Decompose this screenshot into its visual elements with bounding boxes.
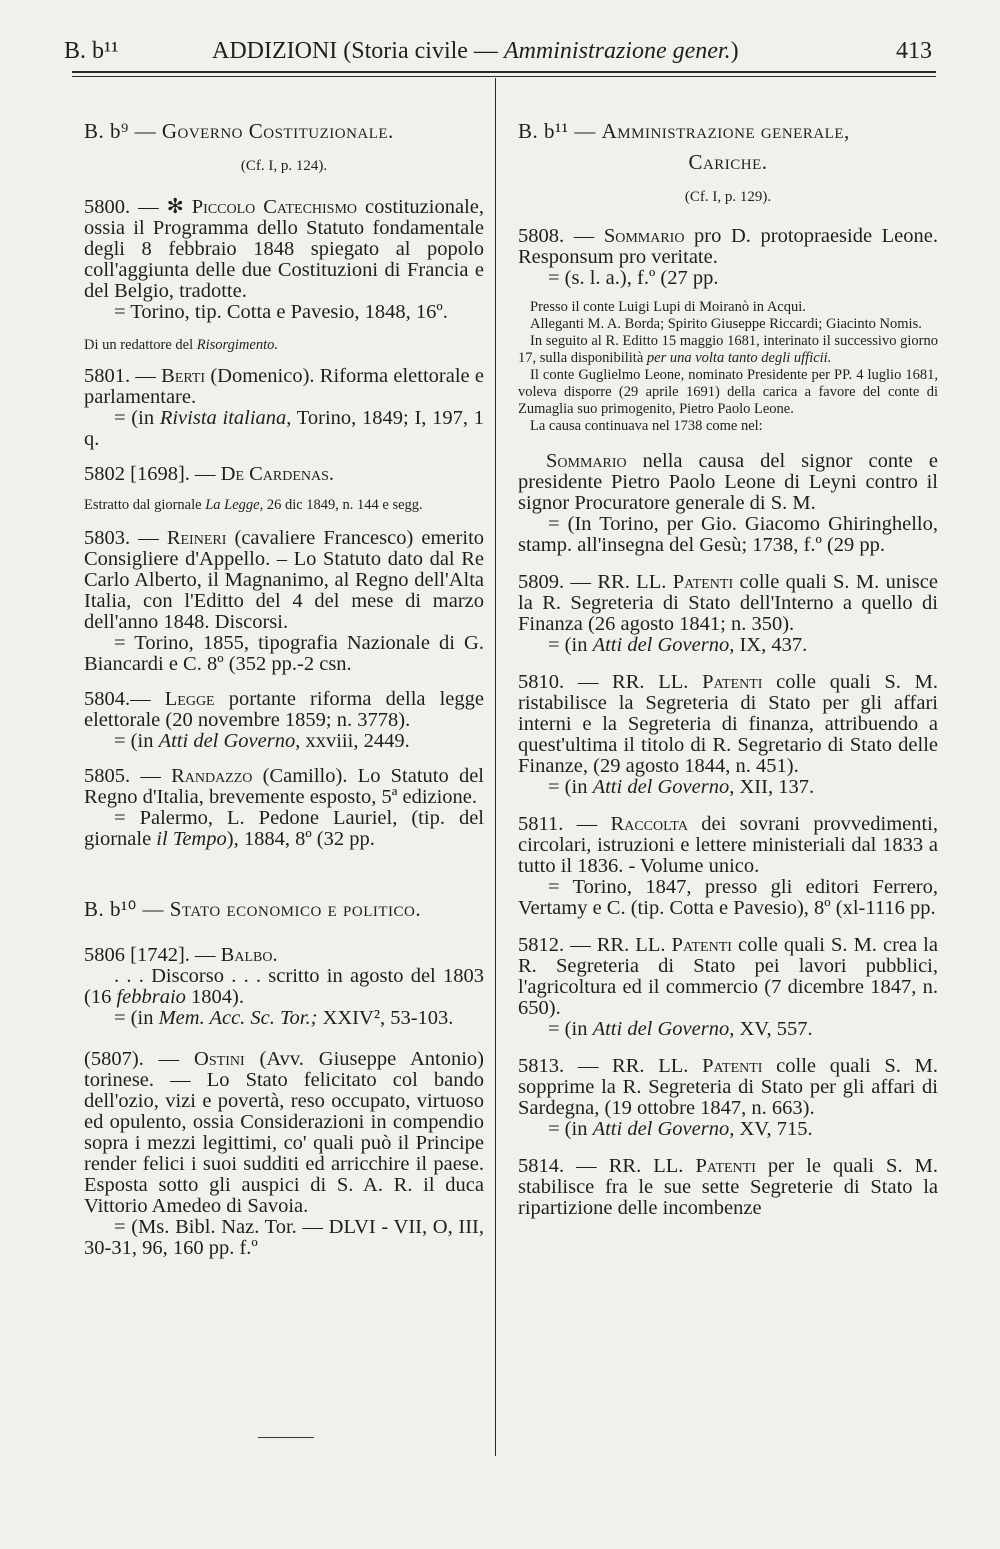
cross-reference: (Cf. I, p. 124).: [240, 158, 328, 174]
section-heading-line2: Cariche.: [688, 150, 768, 174]
entry-note: Estratto dal giornale La Legge, 26 dic 1849, n. 144 e segg.: [84, 497, 423, 513]
section-heading: B. b¹⁰ — Stato economico e politico.: [84, 897, 422, 921]
entry-5813: 5813. — RR. LL. Patenti colle quali S. M. sopprime la R. Segreteria di Stato per gli affari di Sardegna, (19 ottobre 1847, n. 663).: [518, 1055, 938, 1119]
entry-5808-sommario: = (In Torino, per Gio. Giacomo Ghiringhello, stamp. all'insegna del Gesù; 1738, f.º (29 pp.: [518, 513, 938, 556]
summary-body: nella causa del signor conte e presidente Pietro Paolo Leone di Leyni contro il signor Procuratore generale di S. M.: [518, 450, 938, 514]
imprint: = (in Mem. Acc. Sc. Tor.; XXIV², 53-103.: [114, 1007, 454, 1029]
entry-5808-summary: [518, 451, 938, 514]
entry-5811: 5811. — Raccolta dei sovrani provvedimenti, circolari, istruzioni e lettere ministeriali dal 1833 a tutto il 1836. - Volume unico.: [518, 813, 939, 877]
entry-5807: (5807). — Ostini (Avv. Giuseppe Antonio) torinese. — Lo Stato felicitato col bando dell'ozio, vizi e povertà, reso occupato, virtuoso ed opulento, ossia Considerazioni in compendio sopra i mezzi legittimi, co' quali può il Principe render felici i suoi sudditi ed arricchire il paese. Esposta sotto gli auspici di S. A. R. il duca Vittorio Amedeo di Savoia.: [84, 1048, 484, 1217]
entry-5808: 5808. — Sommario pro D. protopraeside Leone. Responsum pro veritate.: [518, 225, 938, 268]
header-title: ADDIZIONI (Storia civile — Amministrazione gener.): [212, 38, 739, 64]
entry-5809: 5809. — RR. LL. Patenti colle quali S. M. unisce la R. Segreteria di Stato dell'Interno a quello di Finanza (26 agosto 1841; n. 350).: [518, 571, 938, 635]
imprint: = (in Atti del Governo, XV, 557.: [548, 1018, 813, 1040]
imprint: = (in Atti del Governo, XII, 137.: [548, 776, 815, 798]
entry-5810: 5810. — RR. LL. Patenti colle quali S. M. ristabilisce la Segreteria di Stato per gli affari interni e la Segreteria di finanza, attribuendo a quest'ultima il titolo di R. Segretario di Stato delle Finanze, (29 agosto 1844, n. 451).: [518, 671, 938, 777]
entry-note: Presso il conte Luigi Lupi di Moiranò in Acqui.: [530, 299, 806, 315]
entry-5806-text: . . . Discorso . . . scritto in agosto del 1803 (16 febbraio 1804).: [84, 965, 484, 1008]
entry-5802: 5802 [1698]. — De Cardenas.: [84, 463, 335, 485]
imprint: = Torino, tip. Cotta e Pavesio, 1848, 16º.: [114, 301, 448, 323]
entry-note: In seguito al R. Editto 15 maggio 1681, interinato il successivo giorno 17, sulla disponibilità per una volta tanto degli ufficii.: [518, 333, 938, 366]
entry-5801: 5801. — Berti (Domenico). Riforma elettorale e parlamentare.: [84, 365, 484, 408]
imprint: = (in Atti del Governo, XV, 715.: [548, 1118, 813, 1140]
entry-5800: 5800. — ✻ Piccolo Catechismo costituzionale, ossia il Programma dello Statuto fondamentale degli 8 febbraio 1848 spiegato al popolo coll'aggiunta delle due Costituzioni di Francia e del Belgio, tradotte.: [84, 196, 484, 302]
entry-5804: 5804.— Legge portante riforma della legge elettorale (20 novembre 1859; n. 3778).: [84, 688, 485, 731]
cross-reference: (Cf. I, p. 129).: [684, 189, 772, 205]
running-header: [64, 30, 936, 70]
entry-note: Il conte Guglielmo Leone, nominato Presidente per PP. 4 luglio 1681, voleva disporre (29 aprile 1691) della carica a favore del conte di Zumaglia suo primogenito, Pietro Paolo Leone.: [518, 367, 938, 417]
end-rule: [258, 1437, 314, 1438]
header-rule-thin: [72, 76, 936, 77]
entry-5805: 5805. — Randazzo (Camillo). Lo Statuto del Regno d'Italia, brevemente esposto, 5ª edizione.: [84, 765, 484, 808]
section-heading: B. b⁹ — Governo Costituzionale.: [84, 119, 394, 143]
imprint: = (Ms. Bibl. Naz. Tor. — DLVI - VII, O, III, 30-31, 96, 160 pp. f.º: [84, 1216, 484, 1259]
imprint: = Torino, 1855, tipografia Nazionale di G. Biancardi e C. 8º (352 pp.-2 csn.: [84, 632, 484, 675]
header-rule: [72, 71, 936, 73]
section-heading: B. b¹¹ — Amministrazione generale,: [518, 119, 850, 143]
summary-head: Sommario: [546, 450, 627, 472]
entry-5806: 5806 [1742]. — Balbo.: [84, 944, 278, 966]
imprint: = (in Atti del Governo, xxviii, 2449.: [114, 730, 410, 752]
header-section-code: B. b¹¹: [64, 38, 119, 64]
entry-note: La causa continuava nel 1738 come nel:: [530, 418, 763, 434]
imprint: = Palermo, L. Pedone Lauriel, (tip. del giornale il Tempo), 1884, 8º (32 pp.: [84, 807, 484, 850]
entry-5812: 5812. — RR. LL. Patenti colle quali S. M. crea la R. Segreteria di Stato pei lavori pubblici, l'agricoltura ed il commercio (7 dicembre 1847, n. 650).: [518, 934, 938, 1019]
entry-5803: 5803. — Reineri (cavaliere Francesco) emerito Consigliere d'Appello. – Lo Statuto dato dal Re Carlo Alberto, il Magnanimo, al Regno dell'Alta Italia, con l'Editto del 4 del mese di marzo dell'anno 1848. Discorsi.: [84, 527, 485, 633]
right-column: [518, 112, 938, 1219]
imprint: = (in Atti del Governo, IX, 437.: [548, 634, 808, 656]
page-number: 413: [896, 38, 932, 64]
entry-5814: 5814. — RR. LL. Patenti per le quali S. M. stabilisce fra le sue sette Segreterie di Stato la ripartizione delle incombenze: [518, 1155, 938, 1219]
column-divider: [495, 78, 496, 1456]
imprint: = (in Rivista italiana, Torino, 1849; I, 197, 1 q.: [84, 407, 485, 450]
left-column: [84, 112, 484, 1259]
entry-note: Di un redattore del Risorgimento.: [84, 337, 278, 353]
entry-note: Alleganti M. A. Borda; Spirito Giuseppe Riccardi; Giacinto Nomis.: [530, 316, 922, 332]
imprint: = (s. l. a.), f.º (27 pp.: [548, 267, 719, 289]
imprint: = Torino, 1847, presso gli editori Ferrero, Vertamy e C. (tip. Cotta e Pavesio), 8º (xl-1116 pp.: [518, 876, 938, 919]
